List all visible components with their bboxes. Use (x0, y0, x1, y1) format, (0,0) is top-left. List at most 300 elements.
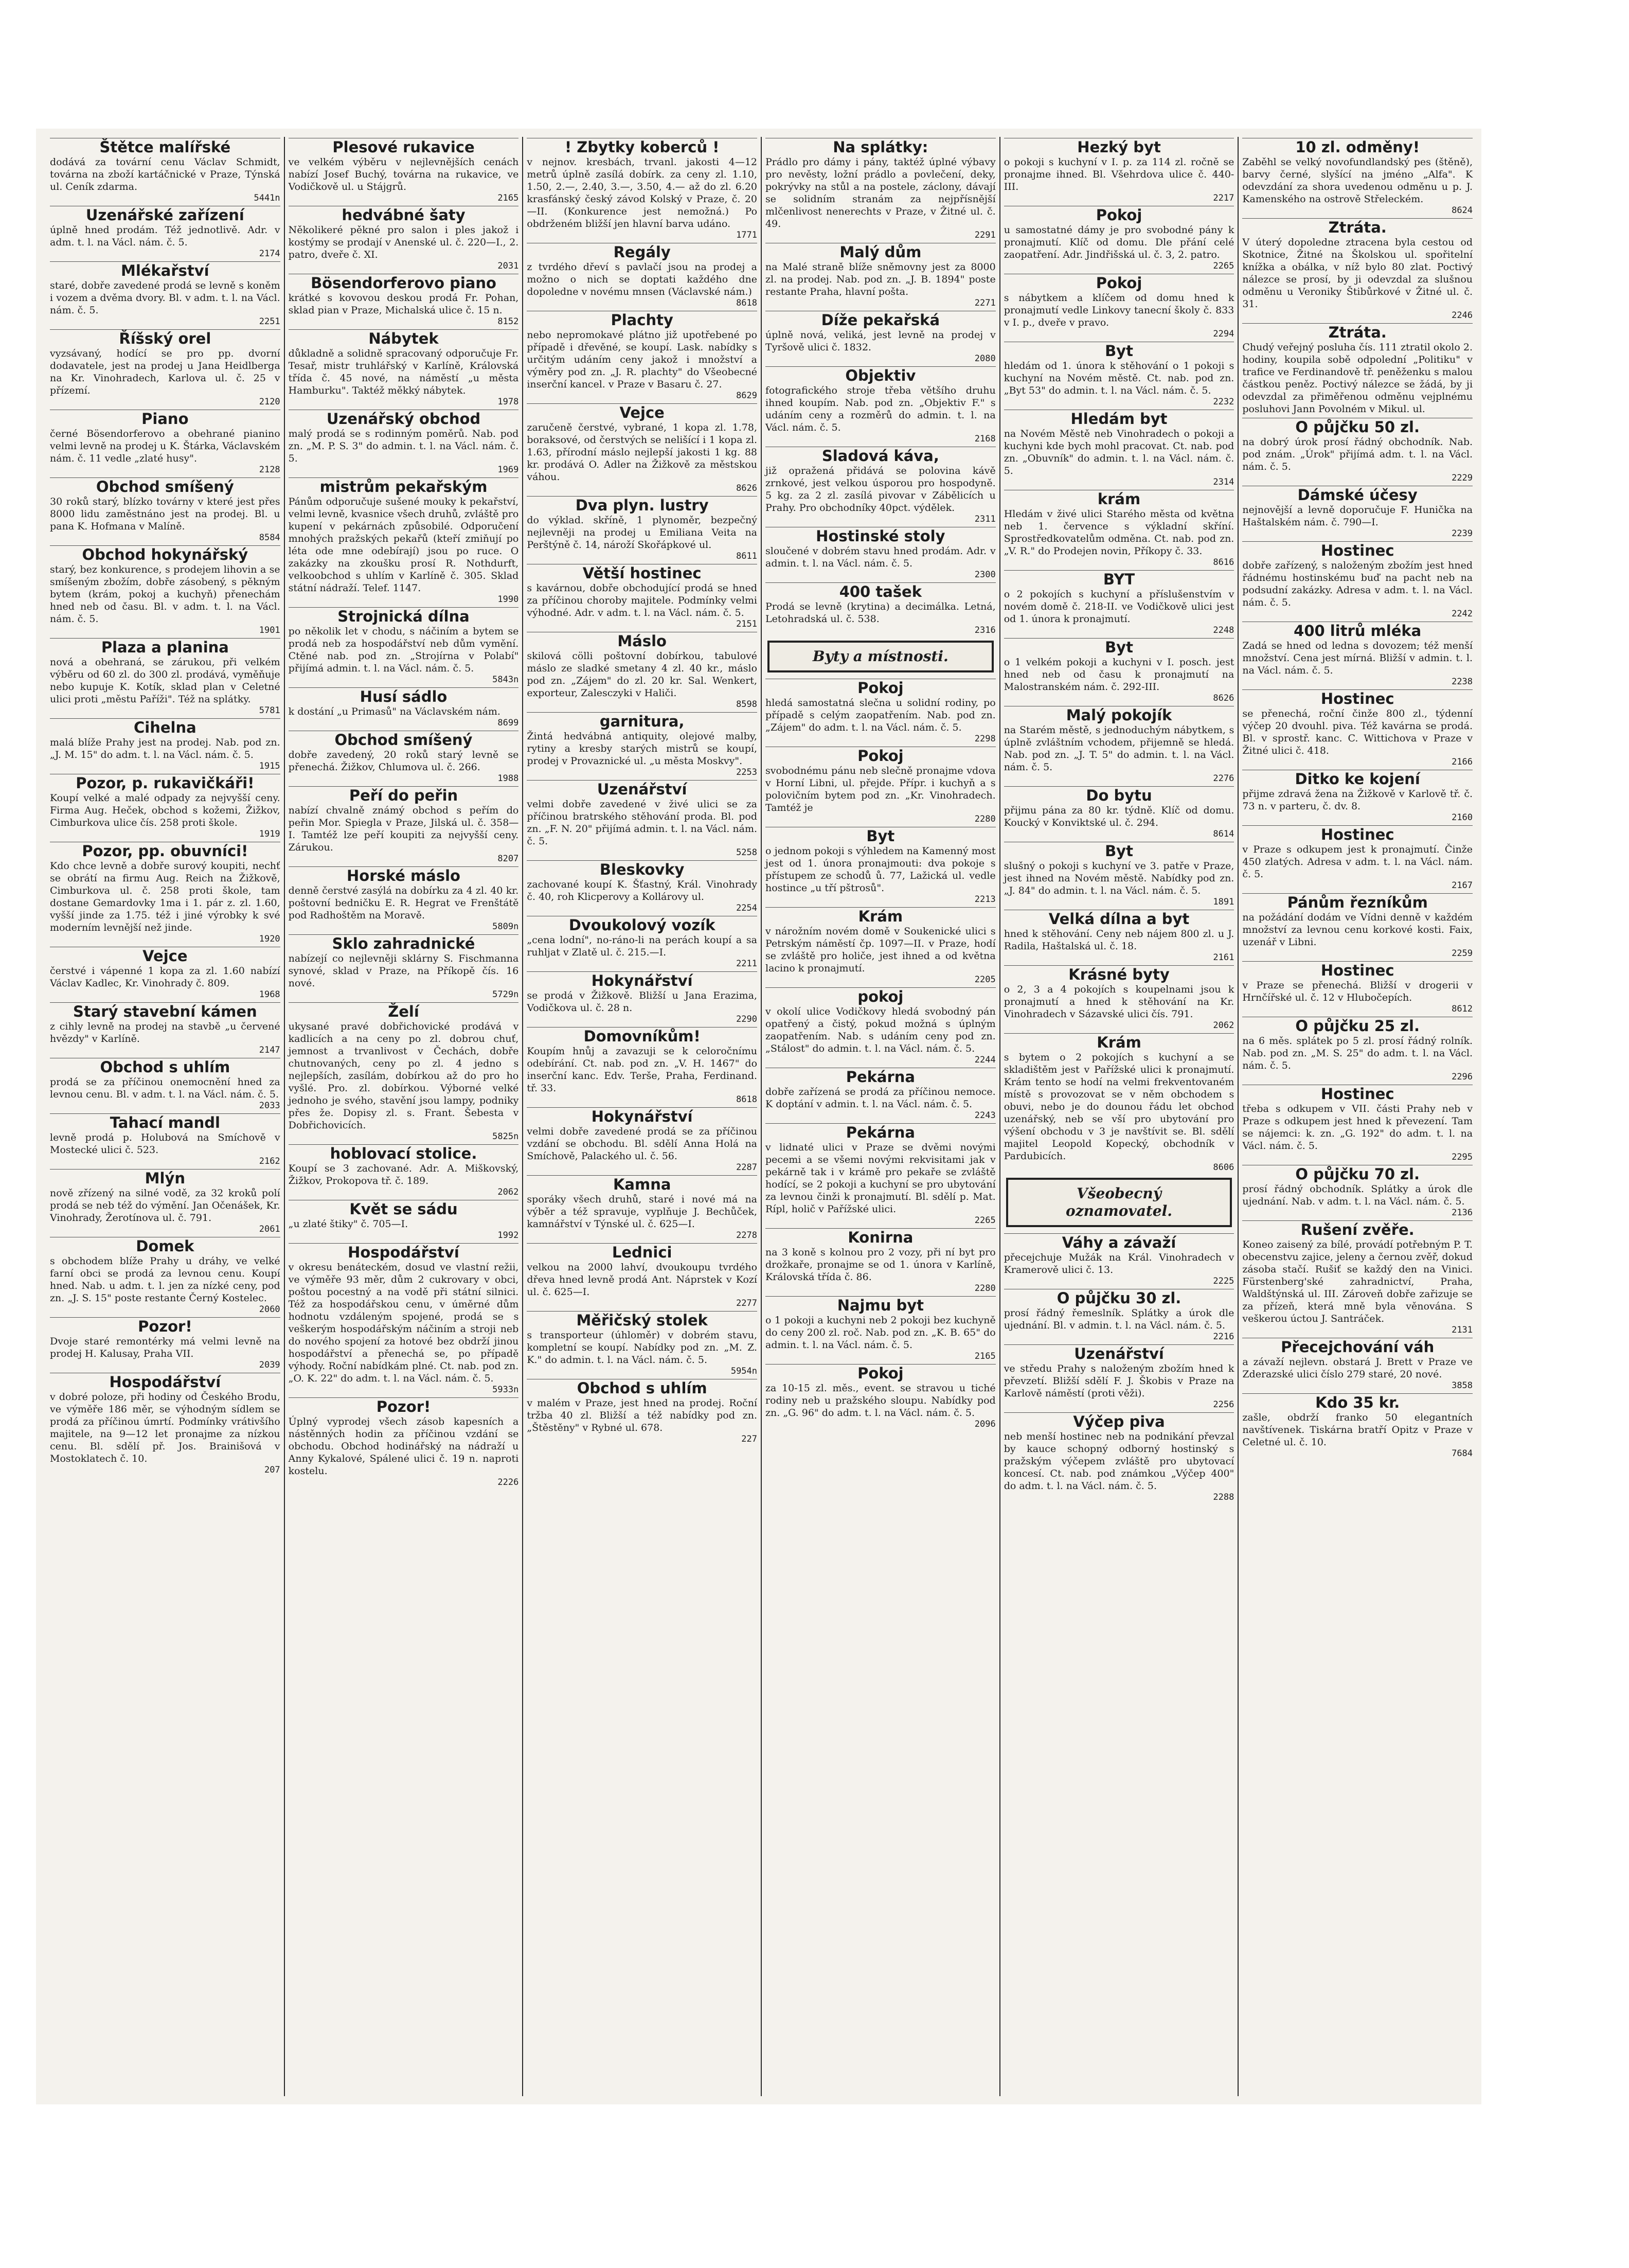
classified-ad-bleskovky (527, 860, 757, 913)
classified-ad-ruseni-zvere (1242, 1220, 1473, 1335)
classified-ad-kram (1004, 1033, 1234, 1173)
ad-number: 2265 (1213, 261, 1234, 271)
ad-body: v okresu benáteckém, dosud ve vlastní režii, ve výměře 93 měr, dům 2 cukrovary v obci, poštou pocestný a na vodě při státní silnici. Též za hospodářskou cenu, v úměrné dům hodnotu vzdáleným spojené, prodá se s veškerým hospodářským náčiním a stroji neb do nového spojení za hotové bez obdrží jinou hospodářství a přenechá se, po případě výhody. Roční nabídkám plné. Ct. nab. pod zn. „O. K. 22" do adm. t. l. na Václ. nám. č. 5. (288, 1262, 519, 1384)
classified-ad-horske-maslo (289, 866, 519, 932)
classified-ad-obchod-s-uhlim (527, 1379, 757, 1444)
ad-body: slušný o pokoji s kuchyní ve 3. patře v Praze, jest ihned na Novém městě. Nabídky pod zn. „J. 84" do admin. t. l. na Václ. nám. č. 5. (1004, 860, 1234, 896)
ad-heading: 400 tašek (765, 582, 996, 600)
ad-body: v Praze s odkupem jest k pronajmutí. Činže 450 zlatých. Adresa v adm. t. l. na Václ. nám. č. 5. (1242, 844, 1473, 880)
ad-body: prosí řádný řemeslník. Splátky a úrok dle ujednání. Bl. v admin. t. l. na Václ. nám. č. 5. (1004, 1307, 1234, 1331)
ad-heading: Hostinec (1242, 825, 1473, 843)
ad-heading: Plachty (527, 311, 757, 329)
ad-heading: Husí sádlo (289, 687, 519, 705)
ad-body: na požádání dodám ve Vídni denně v každém množství za levnou cenu korkové kosti. Faix, uzenář v Libni. (1242, 912, 1473, 948)
classified-ad-mlekarstvi (50, 261, 280, 327)
ad-body: Zaběhl se velký novofundlandský pes (štěně), barvy černé, slyšící na jméno „Alfa". K odevzdání za shora uvedenou odměnu u p. J. Kamenského na ostrově Střeleckém. (1242, 156, 1473, 205)
classified-ad-hedvabne-saty (289, 206, 519, 271)
ad-heading: O půjčku 25 zl. (1242, 1017, 1473, 1035)
ad-heading: Hokynářství (527, 971, 757, 989)
ad-heading: ! Zbytky koberců ! (527, 138, 757, 156)
ad-heading: krám (1004, 490, 1234, 508)
classified-ad-velka-dilna-a-byt (1004, 910, 1234, 963)
ad-body: již opražená přidává se polovina kávě zrnkové, jest velkou úsporou pro hospodyně. 5 kg. za 2 zl. zasílá pivovar v Zábělicích u Prahy. Pro obchodníky 40pct. výdělek. (765, 465, 996, 513)
ad-heading: Obchod smíšený (50, 477, 280, 495)
ad-heading: O půjčku 50 zl. (1242, 418, 1473, 436)
ad-number: 1988 (497, 773, 519, 784)
ad-heading: BYT (1004, 570, 1234, 588)
ad-body: úplně nová, veliká, jest levně na prodej v Tyršově ulici č. 1832. (765, 329, 996, 353)
ad-heading: Přecejchování váh (1242, 1338, 1473, 1356)
ad-body: úplně hned prodám. Též jednotlivě. Adr. v adm. t. l. na Václ. nám. č. 5. (50, 224, 280, 248)
ad-body: dobře zařízený, s naloženým zbožím jest hned řádnému hostinskému buď na pacht neb na podsudní zakázky. Adresa v adm. t. l. na Václ. nám. č. 5. (1242, 560, 1473, 608)
ad-body: v malém v Praze, jest hned na prodej. Roční tržba 40 zl. Bližší a též nabídky pod zn. „Štěstěny" v Rybné ul. 678. (527, 1397, 758, 1433)
ad-heading: Hostinec (1242, 689, 1473, 707)
ad-number: 2244 (974, 1055, 996, 1065)
ad-heading: Najmu byt (765, 1296, 996, 1314)
ad-number: 2265 (974, 1215, 996, 1226)
ad-number: 2062 (1213, 1020, 1234, 1031)
ad-body: malý prodá se s rodinným poměrů. Nab. pod zn. „M. P. S. 3" do admin. t. l. na Václ. nám. č. 5. (288, 428, 519, 464)
ad-number: 207 (264, 1465, 280, 1475)
classified-ad-vycep-piva (1004, 1412, 1234, 1502)
ad-number: 2226 (497, 1477, 519, 1487)
ad-heading: Říšský orel (50, 329, 280, 347)
ad-number: 2316 (974, 625, 996, 635)
ad-number: 2287 (736, 1162, 758, 1173)
classified-ad-maly-dum (765, 243, 996, 308)
ad-number: 2060 (259, 1304, 280, 1315)
ad-number: 2298 (974, 734, 996, 744)
classified-ad-hostinec (1242, 1085, 1473, 1162)
ad-heading: Malý pokojík (1004, 706, 1234, 724)
ad-body: o 2 pokojích s kuchyní a příslušenstvím v novém domě č. 218-II. ve Vodičkově ulici jest od 1. února k pronajmutí. (1004, 589, 1234, 625)
newspaper-page (36, 129, 1481, 2104)
ad-heading: Uzenářství (527, 780, 757, 798)
ad-number: 2251 (259, 316, 280, 327)
ad-number: 5781 (259, 705, 280, 716)
ad-number: 2225 (1213, 1276, 1234, 1286)
ad-number: 5954n (730, 1366, 758, 1376)
ad-heading: Hostinské stoly (765, 527, 996, 545)
classified-ad-dize-pekarska (765, 311, 996, 364)
ad-body: sloučené v dobrém stavu hned prodám. Adr. v admin. t. l. na Václ. nám. č. 5. (765, 545, 996, 569)
ad-body: v okolí ulice Vodičkovy hledá svobodný pán opatřený a čistý, pokud možná s úplným zaopatřením. Nab. s udáním ceny pod zn. „Stálost" do admin. t. l. na Václ. nám. č. 5. (765, 1006, 996, 1054)
ad-heading: Kdo 35 kr. (1242, 1393, 1473, 1411)
ad-body: Kdo chce levně a dobře surový koupiti, nechť se obrátí na firmu Aug. Reich na Žižkově, Cimburkova ul. č. 258 proti škole, tam dostane Gemardovky 1ma i 1. pár z. zl. 1.60, vyšší jinde za 1.75. též i jiné výrobky k své moderním levnější než jinde. (50, 860, 280, 933)
ad-body: svobodnému pánu neb slečně pronajme vdova v Horní Libni, ul. přejde. Přípr. i kuchyň a s polovičním bytem pod zn. „Kr. Vinohradech. Tamtéž je (765, 765, 996, 813)
ad-heading: Na splátky: (765, 138, 996, 156)
ad-heading: Tahací mandl (50, 1113, 280, 1131)
ad-body: Dvoje staré remontérky má velmi levně na prodej H. Kalusay, Praha VII. (50, 1336, 280, 1359)
ad-body: velmi dobře zavedené prodá se za příčinou vzdání se obchodu. Bl. sdělí Anna Holá na Smíchově, Palackého ul. č. 56. (527, 1126, 758, 1162)
ad-heading: Dva plyn. lustry (527, 496, 757, 514)
ad-number: 8624 (1452, 205, 1473, 216)
ad-heading: Bleskovky (527, 860, 757, 878)
ad-body: s kavárnou, dobře obchodující prodá se hned za příčinou choroby majitele. Podmínky velmi výhodné. Adr. v adm. t. l. na Václ. nám. č. 5. (527, 582, 758, 618)
ad-number: 2288 (1213, 1492, 1234, 1502)
classified-ad-pekarna (765, 1068, 996, 1121)
classified-ad-hostinec (1242, 961, 1473, 1014)
ad-heading: Peří do peřin (289, 786, 519, 804)
ad-body: dodává za tovární cenu Václav Schmidt, továrna na zboží kartáčnické v Praze, Týnská ul. Ceník zdarma. (50, 156, 280, 192)
ad-number: 1891 (1213, 897, 1234, 907)
classified-ad-pokoj (765, 1364, 996, 1429)
ad-body: Koneo zaisený za bílé, provádí potřebným P. T. obecenstvu zajice, jeleny a černou zvěř, dokud zásoba stačí. Rušiť se každý den na Vinici. Fürstenberg'ské zahradnictví, Praha, Waldštýnská ul. III. Zároveň dobře zařizuje se za přízeň, která mně byla věnována. S veškerou úctou J. Santráček. (1242, 1239, 1473, 1324)
ad-body: se prodá v Žižkově. Bližší u Jana Erazima, Vodičkova ul. č. 28 n. (527, 990, 758, 1014)
ad-body: hledá samostatná slečna u solidní rodiny, po případě s celým zaopatřením. Nab. pod zn. „Zájem" do adm. t. l. na Václ. nám. č. 5. (765, 697, 996, 733)
classified-ad-byt (1004, 342, 1234, 407)
classified-ad-uzenarstvi (527, 780, 757, 858)
ad-body: na dobrý úrok prosí řádný obchodník. Nab. pod znám. „Úrok" přijímá adm. t. l. na Václ. nám. č. 5. (1242, 436, 1473, 472)
classified-ad-rissky-orel (50, 329, 280, 407)
ad-heading: Výčep piva (1004, 1412, 1234, 1430)
classified-ad-peri-do-perin (289, 786, 519, 864)
ad-body: černé Bösendorferovo a obehrané pianino velmi levně na prodej u K. Štárka, Václavském nám. č. 11 vedle „zlaté husy". (50, 428, 280, 464)
ad-number: 2096 (974, 1419, 996, 1429)
ad-number: 8626 (1213, 693, 1234, 703)
ad-heading: Máslo (527, 632, 757, 650)
classified-ad-konirna (765, 1228, 996, 1294)
ad-heading: Hostinec (1242, 961, 1473, 979)
ad-body: „u zlaté štiky" č. 705—I. (288, 1218, 408, 1230)
ad-heading: Měřičský stolek (527, 1311, 757, 1329)
ad-body: Koupím hnůj a zavazuji se k celoročnímu odebírání. Ct. nab. pod zn. „V. H. 1467" do inserční kanc. Edv. Terše, Praha, Ferdinand. tř. 33. (527, 1046, 758, 1094)
classified-ad-panum-reznikum (1242, 893, 1473, 959)
classified-ad-obchod-hokynarsky (50, 545, 280, 635)
ad-number: 2168 (974, 434, 996, 444)
ad-number: 2248 (1213, 625, 1234, 635)
ad-heading: garnitura, (527, 712, 757, 730)
ad-body: důkladně a solidně spracovaný odporučuje Fr. Tesař, mistr truhlářský v Karlíně, Královská třída č. 45 nové, na náměstí „u města Hamburku". Taktéž měkký nábytek. (288, 348, 519, 396)
ad-heading: Pokoj (1004, 274, 1234, 292)
ad-number: 2205 (974, 974, 996, 985)
ad-number: 2033 (259, 1101, 280, 1111)
classified-ad-pekarna (765, 1123, 996, 1226)
column-3 (522, 137, 761, 2096)
classified-ad-damske-ucesy (1242, 486, 1473, 539)
ad-body: s bytem o 2 pokojích s kuchyní a se skladištěm jest v Pařížské ulici k pronajmutí. Krám tento se hodí na velmi frekventovaném místě s provozovat se v něm obchodem s obuvi, nebo je do dounou řádu let obchod uzenářský, neb se vší pro ubytování pro výšení obchodu v 3 je navštívit se. Bl. sdělí majitel Leopold Kopecký, obchodník v Pardubicích. (1004, 1052, 1234, 1162)
classified-ad-uzenarsky-obchod (289, 410, 519, 475)
ad-heading: 400 litrů mléka (1242, 622, 1473, 640)
ad-body: velmi dobře zavedené v živé ulici se za příčinou bratrského stěhování proda. Bl. pod zn. „F. N. 20" přijímá admin. t. l. na Václ. nám. č. 5. (527, 799, 758, 847)
ad-heading: Sladová káva, (765, 447, 996, 465)
classified-ad-kvet-se-sadu (289, 1200, 519, 1241)
classified-ad-bosendorferovo-piano (289, 274, 519, 327)
ad-body: malá blíže Prahy jest na prodej. Nab. pod zn. „J. M. 15" do adm. t. l. na Václ. nám. č. 5. (50, 737, 280, 760)
ad-body: Hledám v živé ulici Starého města od května neb 1. července s výkladní skříní. Sprostředkovatelům odměna. Ct. nab. pod zn. „V. R." do Prodejen novin, Příkopy č. 33. (1004, 508, 1234, 557)
ad-heading: Ditko ke kojení (1242, 770, 1473, 788)
ad-heading: Obchod hokynářský (50, 545, 280, 563)
ad-number: 8611 (736, 551, 758, 561)
ad-body: Zadá se hned od ledna s dovozem; též menší množství. Cena jest mírná. Bližší v admin. t. l. na Václ. nám. č. 5. (1242, 640, 1473, 676)
ad-body: o jednom pokoji s výhledem na Kamenný most jest od 1. února pronajmouti: dva pokoje s přístupem ze schodů ů. 77, Lažická ul. vedle hostince „u tří pštrosů". (765, 845, 996, 894)
ad-heading: Váhy a závaží (1004, 1233, 1234, 1251)
classified-ad-vetsi-hostinec (527, 564, 757, 629)
ad-number: 2161 (1213, 952, 1234, 963)
ad-number: 2216 (1213, 1332, 1234, 1342)
ad-body: Pánům odporučuje sušené mouky k pekařství, velmi levně, kvasnice všech druhů, zvláště pro kupení v pekárnách způsobilé. Odporučení mnohých pražských pekařů (kteří zmiňují po léta ode mne odebírají) jsou po ruce. O zakázky na zkoušku prosí R. Nothdurft, velkoobchod s uhlím v Karlíně č. 305. Sklad státní nádraží. Telef. 1147. (288, 496, 519, 594)
classified-ad-zbytky-kobercu (527, 138, 757, 240)
ad-number: 2213 (974, 894, 996, 905)
classified-ad-piano (50, 410, 280, 475)
ad-number: 2291 (974, 230, 996, 240)
ad-heading: Pozor! (289, 1397, 519, 1415)
ad-heading: Pokoj (765, 679, 996, 697)
ad-body: velkou na 2000 lahví, dvoukoupu tvrdého dřeva hned levně prodá Ant. Náprstek v Kozí ul. č. 625—I. (527, 1262, 758, 1298)
ad-body: Úplný vyprodej všech zásob kapesních a nástěnných hodin za příčinou vzdání se obchodu. Obchod hodinářský na nádraží u Anny Kykalové, Spálené ulici č. 19 n. naproti kostelu. (288, 1416, 519, 1477)
classified-ad-hostinske-stoly (765, 527, 996, 580)
classified-ad-sklo-zahradnicke (289, 934, 519, 1000)
ad-body: nabízejí co nejlevněji sklárny S. Fischmanna synové, sklad v Praze, na Příkopě čís. 16 nové. (288, 953, 519, 989)
ad-number: 5441n (254, 193, 280, 203)
section-box-vseobecny-oznamovatel (1006, 1178, 1232, 1227)
ad-heading: 10 zl. odměny! (1242, 138, 1473, 156)
classified-ad-400-tasek (765, 582, 996, 635)
ad-heading: Květ se sádu (289, 1200, 519, 1218)
ad-number: 8612 (1452, 1004, 1473, 1014)
ad-body: krátké s kovovou deskou prodá Fr. Pohan, sklad pian v Praze, Michalská ulice č. 15 n. (288, 292, 519, 316)
classified-ad-obchod-s-uhlim (50, 1058, 280, 1111)
ad-body: v Praze se přenechá. Bližší v drogerii v Hrnčířské ul. č. 12 v Hlubočepích. (1242, 980, 1473, 1003)
ad-number: 2120 (259, 397, 280, 407)
classified-ad-stetce-malirske (50, 138, 280, 203)
ad-body: zachované koupí K. Šťastný, Král. Vinohrady č. 40, roh Klicperovy a Kollárovy ul. (527, 879, 758, 902)
ad-number: 2136 (1452, 1208, 1473, 1218)
ad-body: po několik let v chodu, s náčiním a bytem se prodá neb za hospodářství neb dům vymění. Ctěné nab. pod zn. „Strojírna v Polabí" přijímá admin. t. l. na Václ. nám. č. 5. (288, 626, 519, 674)
ad-body: k dostání „u Primasů" na Václavském nám. (288, 706, 500, 717)
ad-heading: Pokoj (1004, 206, 1234, 224)
classified-ad-o-pujcku-50-zl (1242, 418, 1473, 483)
ad-heading: Štětce malířské (50, 138, 280, 156)
ad-body: nově zřízený na silné vodě, za 32 kroků polí prodá se neb též do výmění. Jan Očenášek, Kr. Vinohrady, Žerotínova ul. č. 791. (50, 1188, 280, 1224)
ad-body: Koupí se 3 zachované. Adr. A. Miškovský, Žižkov, Prokopova tř. č. 189. (288, 1163, 519, 1186)
ad-body: na Novém Městě neb Vinohradech o pokoji a kuchyni kde bych mohl pracovat. Ct. nab. pod zn. „Obuvník" do admin. t. l. na Václ. nám. č. 5. (1004, 428, 1234, 476)
ad-number: 2276 (1213, 773, 1234, 784)
classified-ad-hospodarstvi (289, 1243, 519, 1395)
classified-ad-kram (765, 907, 996, 985)
classified-ad-vejce (527, 403, 757, 493)
classified-ad-o-pujcku-25-zl (1242, 1017, 1473, 1082)
ad-heading: Pokoj (765, 747, 996, 765)
ad-body: Chudý veřejný posluha čís. 111 ztratil okolo 2. hodiny, koupila sobě odpolední „Politiku" v trafice ve Ferdinandově tř. peněženku s malou částkou peněz. Poctivý nálezce se žádá, by ji odevzdal za přiměřenou odměnu vejplnému posluhovi Jann Povolném v Mikul. ul. (1242, 342, 1473, 415)
ad-body: dobře zařízená se prodá za příčinou nemoce. K doptání v admin. t. l. na Václ. nám. č. 5. (765, 1086, 996, 1110)
classified-ad-krasne-byty (1004, 965, 1234, 1031)
ad-body: starý, bez konkurence, s prodejem lihovin a se smíšeným zbožím, dobře zásobený, s pěkným bytem (krám, pokoj a kuchyň) přenechám hned neb od času. Bl. v adm. t. l. na Václ. nám. č. 5. (50, 564, 280, 625)
ad-body: v nárožním novém domě v Soukenické ulici s Petrským náměstí čp. 1097—II. v Praze, hodí se zvláště pro holiče, jest ihned a od května lacino k pronajmutí. (765, 926, 996, 974)
ad-heading: Kamna (527, 1175, 757, 1193)
ad-number: 7684 (1452, 1448, 1473, 1459)
ad-heading: O půjčku 30 zl. (1004, 1289, 1234, 1307)
ad-heading: Hledám byt (1004, 410, 1234, 428)
classified-ad-stary-stavebni-kamen (50, 1002, 280, 1055)
ad-number: 2259 (1452, 948, 1473, 959)
ad-body: zašle, obdrží franko 50 elegantních navštívenek. Tiskárna bratří Opitz v Praze v Celetné ul. č. 10. (1242, 1412, 1473, 1448)
ad-body: čerstvé i vápenné 1 kopa za zl. 1.60 nabízí Václav Kadlec, Kr. Vinohrady č. 809. (50, 965, 280, 989)
classified-ad-byt (765, 827, 996, 905)
classified-ad-hokynarstvi (527, 971, 757, 1024)
ad-number: 2080 (974, 353, 996, 364)
ad-heading: Hospodářství (50, 1373, 280, 1391)
ad-body: nová a obehraná, se zárukou, při velkém výběru od 60 zl. do 300 zl. prodává, vyměňuje nebo kupuje K. Kotík, sklad plan v Celetné ulici proti „městu Paříži". Též na splátky. (50, 657, 280, 705)
ad-number: 1920 (259, 934, 280, 944)
ad-heading: Starý stavební kámen (50, 1002, 280, 1020)
ad-heading: Objektiv (765, 366, 996, 384)
classified-ad-kdo-35-kr (1242, 1393, 1473, 1459)
ad-heading: Hostinec (1242, 1085, 1473, 1103)
ad-body: dobře zavedený, 20 roků starý levně se přenechá. Žižkov, Chlumova ul. č. 266. (288, 749, 519, 773)
ad-heading: Krásné byty (1004, 965, 1234, 983)
ad-number: 8207 (497, 854, 519, 864)
ad-body: v nejnov. kresbách, trvanl. jakosti 4—12 metrů úplně zasílá dobírk. za ceny zl. 1.10, 1.50, 2.—, 2.40, 3.—, 3.50, 4.— až do zl. 6.20 krasfánský český závod Kolský v Praze, č. 20—II. (Konkurence jest nemožná.) Po obdrženém bližší jen hlavní barva udáno. (527, 156, 758, 229)
ad-body: o 1 pokoji a kuchyni neb 2 pokoji bez kuchyně do ceny 200 zl. roč. Nab. pod zn. „K. B. 65" do admin. t. l. na Václ. nám. č. 5. (765, 1315, 996, 1351)
ad-number: 2300 (974, 570, 996, 580)
classified-ad-hospodarstvi (50, 1373, 280, 1475)
ad-number: 2165 (974, 1351, 996, 1361)
classified-ad-dva-plyn-lustry (527, 496, 757, 561)
ad-heading: Díže pekařská (765, 311, 996, 329)
ad-body: nejnovější a levně doporučuje F. Hunička na Haštalském nám. č. 790—I. (1242, 504, 1473, 528)
ad-number: 5729n (492, 989, 519, 1000)
classified-ad-maslo (527, 632, 757, 710)
ad-number: 2131 (1452, 1325, 1473, 1335)
classified-ad-cihelna (50, 718, 280, 771)
ad-body: hledám od 1. února k stěhování o 1 pokoji s kuchyní na Novém městě. Ct. nab. pod zn. „Byt 53" do admin. t. l. na Václ. nám. č. 5. (1004, 360, 1234, 396)
classified-ad-precejchovani-vah (1242, 1338, 1473, 1391)
ad-body: denně čerstvé zasýlá na dobírku za 4 zl. 40 kr. poštovní bedničku E. R. Hegrat ve Frenštátě pod Radhoštěm na Moravě. (288, 885, 519, 921)
ad-number: 2314 (1213, 477, 1234, 487)
classified-ad-nabytek (289, 329, 519, 407)
classified-ad-kram (1004, 490, 1234, 568)
ad-number: 1992 (497, 1230, 519, 1241)
classified-ad-strojnicka-dilna (289, 607, 519, 685)
classified-ad-pokoj (1004, 206, 1234, 271)
ad-number: 1968 (259, 989, 280, 1000)
ad-number: 2061 (259, 1224, 280, 1234)
classified-ad-sladova-kava (765, 447, 996, 524)
ad-number: 2278 (736, 1230, 758, 1241)
ad-number: 2162 (259, 1156, 280, 1166)
ad-heading: mistrům pekařským (289, 477, 519, 495)
ad-number: 3858 (1452, 1380, 1473, 1391)
ad-body: skilová cölli poštovní dobírkou, tabulové máslo ze sladké smetany 4 zl. 40 kr., máslo pod zn. „Zájem" do zl. 20 kr. Sal. Wenkert, exporteur, Zalesczyki v Haliči. (527, 650, 758, 699)
ad-heading: Do bytu (1004, 786, 1234, 804)
ad-number: 2039 (259, 1360, 280, 1370)
classified-ad-pokoj (765, 987, 996, 1065)
ad-body: Prodá se levně (krytina) a decimálka. Letná, Letohradská ul. č. 538. (765, 601, 996, 625)
ad-body: fotografického stroje třeba většího druhu ihned koupím. Nab. pod zn. „Objektiv F." s udáním ceny a rozměrů do admin. t. l. na Václ. nám. č. 5. (765, 385, 996, 433)
ad-number: 2165 (497, 193, 519, 203)
ad-heading: Konirna (765, 1228, 996, 1246)
ad-body: ve středu Prahy s naloženým zbožím hned k převzetí. Bližší sdělí F. J. Škobis v Praze na Karlově náměstí (proti věži). (1004, 1363, 1234, 1399)
classified-ad-hostinec (1242, 541, 1473, 619)
classified-ad-o-pujcku-30-zl (1004, 1289, 1234, 1342)
classified-ad-mistrum-pekarskym (289, 477, 519, 605)
ad-body: neb menší hostinec neb na podnikání převzal by kauce schopný odborný hostinský s pražským výčepem zvláště pro ubytovací koncesí. Ct. nab. pod známkou „Výčep 400" do adm. t. l. na Václ. nám. č. 5. (1004, 1431, 1234, 1492)
ad-body: ukysané pravé dobřichovické prodává v kadlicích a na ceny po zl. dobrou chuť, jemnost a trvanlivost v Čechách, dobře chutnovaných, ceny po zl. 4 jedno s nejlepších, zasílám, dobírkou až do pro ho vyšlé. Pro. zl. dobírkou. Výborné velké jednoho je svého, stavění jsou lampy, podniky přes že. Dopisy zl. s. Frant. Šebesta v Dobřichovicích. (288, 1021, 519, 1131)
classified-ad-ztrata (1242, 218, 1473, 321)
ad-number: 2062 (497, 1187, 519, 1197)
ad-heading: O půjčku 70 zl. (1242, 1165, 1473, 1183)
ad-heading: Strojnická dílna (289, 607, 519, 625)
classified-ad-pozor-p-rukavickari (50, 774, 280, 839)
classified-ad-byt (1004, 570, 1234, 635)
ad-body: nebo nepromokavé plátno již upotřebené po případě i dřevěné, se koupí. Lask. nabídky s určitým udáním ceny jakož i množství a výměry pod zn. „J. R. plachty" do Všeobecné inserční kancel. v Praze v Basaru č. 27. (527, 329, 758, 390)
ad-body: nabízí chvalně známý obchod s peřím do peřin Mor. Spiegla v Praze, Jilská ul. č. 358—I. Tamtéž lze peří koupiti za nejvyšší ceny. Zárukou. (288, 805, 519, 853)
ad-body: Prádlo pro dámy i pány, taktéž úplné výbavy pro nevěsty, ložní prádlo a povlečení, deky, pokrývky na stůl a na postele, záclony, dávají se solidním stranám za nejpřísnější mlčenlivost nenerechts v Praze, v Žitné ul. č. 49. (765, 156, 996, 229)
ad-number: 1990 (497, 594, 519, 605)
ad-heading: Hezký byt (1004, 138, 1234, 156)
ad-heading: Krám (1004, 1033, 1234, 1051)
column-2 (284, 137, 523, 2096)
ad-number: 2147 (259, 1045, 280, 1055)
classified-ad-hledam-byt (1004, 410, 1234, 487)
classified-ad-garnitura (527, 712, 757, 777)
ad-heading: Malý dům (765, 243, 996, 261)
ad-heading: Piano (50, 410, 280, 428)
ad-number: 2280 (974, 1283, 996, 1294)
classified-ad-objektiv (765, 366, 996, 444)
ad-body: prodá se za příčinou onemocnění hned za levnou cenu. Bl. v adm. t. l. na Václ. nám. č. 5. (50, 1076, 280, 1100)
ad-number: 2211 (736, 959, 758, 969)
ad-heading: Mlýn (50, 1169, 280, 1187)
ad-number: 2167 (1452, 880, 1473, 891)
ad-heading: Pozor, p. rukavičkáři! (50, 774, 280, 792)
ad-heading: Rušení zvěře. (1242, 1220, 1473, 1238)
ad-number: 2229 (1452, 473, 1473, 483)
ad-heading: Domovníkům! (527, 1027, 757, 1045)
ad-heading: Ztráta. (1242, 323, 1473, 341)
ad-body: sporáky všech druhů, staré i nové má na výběr a též spravuje, vyplňuje J. Bechůček, kamnářství v Týnské ul. č. 625—I. (527, 1194, 758, 1230)
ad-heading: Regály (527, 243, 757, 261)
classified-ad-zeli (289, 1002, 519, 1142)
ad-body: s transporteur (úhloměr) v dobrém stavu, kompletní se koupí. Nabídky pod zn. „M. Z. K." do admin. t. l. na Václ. nám. č. 5. (527, 1330, 758, 1366)
classified-ad-vejce (50, 947, 280, 1000)
ad-heading: Byt (1004, 638, 1234, 656)
ad-heading: hoblovací stolice. (289, 1144, 519, 1162)
ad-heading: Obchod s uhlím (527, 1379, 757, 1397)
ad-heading: Obchod smíšený (289, 731, 519, 749)
classified-ad-pokoj (765, 747, 996, 824)
ad-heading: Horské máslo (289, 866, 519, 884)
ad-number: 8152 (497, 316, 519, 327)
ad-heading: Velká dílna a byt (1004, 910, 1234, 928)
classified-ad-pozor (289, 1397, 519, 1487)
classified-ad-hezky-byt (1004, 138, 1234, 203)
ad-number: 8618 (736, 1094, 758, 1105)
ad-number: 2277 (736, 1298, 758, 1308)
ad-heading: Sklo zahradnické (289, 934, 519, 952)
ad-number: 227 (741, 1434, 758, 1444)
classified-ad-lednici (527, 1243, 757, 1308)
ad-heading: Dámské účesy (1242, 486, 1473, 504)
ad-number: 2151 (736, 619, 758, 629)
classified-ad-ztrata (1242, 323, 1473, 415)
ad-heading: Byt (765, 827, 996, 845)
ad-number: 2174 (259, 249, 280, 259)
classified-ad-mlyn (50, 1169, 280, 1234)
column-6 (1238, 137, 1476, 2096)
ad-body: se přenechá, roční činže 800 zl., týdenní výčep 20 dvouhl. piva. Též kavárna se prodá. Bl. v sprostř. kanc. C. Wittichova v Praze v Žitné ulici č. 418. (1242, 708, 1473, 756)
ad-number: 2254 (736, 903, 758, 913)
ad-body: u samostatné dámy je pro svobodné pány k pronajmutí. Klíč od domu. Dle přání celé zaopatření. Adr. Jindřišská ul. č. 3, 2. patro. (1004, 224, 1234, 260)
ad-body: o pokoji s kuchyní v I. p. za 114 zl. ročně se pronajme ihned. Bl. Všehrdova ulice č. 440-III. (1004, 156, 1234, 192)
classified-ad-hokynarstvi (527, 1107, 757, 1173)
ad-body: prosí řádný obchodník. Splátky a úrok dle ujednání. Nab. v adm. t. l. na Václ. nám. č. 5. (1242, 1183, 1473, 1207)
ad-body: Několikeré pěkné pro salon i ples jakož i kostýmy se prodají v Anenské ul. č. 220—I., 2. patro, dveře č. XI. (288, 224, 519, 260)
ad-number: 2246 (1452, 310, 1473, 321)
ad-number: 8626 (736, 483, 758, 493)
classified-ad-10-zl-odmeny (1242, 138, 1473, 216)
